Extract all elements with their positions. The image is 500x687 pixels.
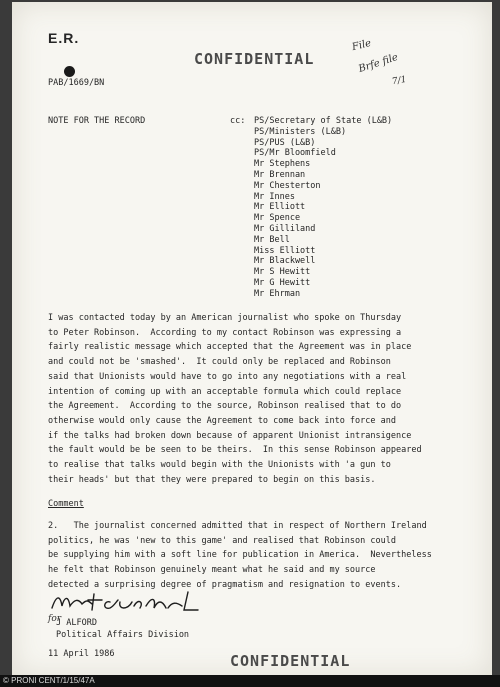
text-line: 2. The journalist concerned admitted that in respect of Northern Ireland — [48, 521, 427, 531]
cc-list — [254, 116, 392, 300]
text-line: if the talks had broken down because of apparent Unionist intransigence — [48, 430, 412, 441]
reference-number: PAB/1669/BN — [48, 78, 105, 88]
handwritten-note-3: 7/1 — [391, 74, 408, 88]
cc-item: Mr Ehrman — [254, 288, 301, 299]
text-line: intention of coming up with an acceptable formula which could replace — [48, 386, 402, 397]
cc-item: Mr Innes — [254, 191, 295, 202]
text-line: the fault would be be seen to be theirs. In this sense Robinson appeared — [48, 445, 422, 456]
text-line: said that Unionists would have to go into any negotiations with a real — [48, 371, 407, 382]
signature-for: for — [48, 614, 62, 624]
text-line: fairly realistic message which accepted that the Agreement was in place — [48, 342, 412, 353]
text-line: to Peter Robinson. According to my contact Robinson was expressing a — [48, 327, 402, 338]
text-line: otherwise would only cause the Agreement to come back into force and — [48, 415, 396, 426]
cc-item: PS/Secretary of State (L&B) — [254, 116, 393, 126]
confidential-stamp-top: CONFIDENTIAL — [194, 50, 315, 68]
er-mark: E.R. — [48, 30, 80, 46]
handwritten-signature — [48, 588, 218, 618]
text-line: he felt that Robinson genuinely meant what he said and my source — [48, 565, 376, 576]
cc-item: PS/Ministers (L&B) — [254, 126, 347, 137]
text-line: their heads' but that they were prepared to begin on this basis. — [48, 474, 376, 485]
cc-item: PS/PUS (L&B) — [254, 137, 316, 148]
cc-item: Mr Brennan — [254, 169, 306, 180]
paragraph-1 — [48, 311, 488, 487]
document-page — [12, 2, 492, 677]
handwritten-note-2: Brfe file — [357, 51, 400, 76]
note-for-record-label: NOTE FOR THE RECORD — [48, 116, 146, 126]
confidential-stamp-bottom: CONFIDENTIAL — [230, 652, 351, 670]
text-line: detected a surprising degree of pragmatism and resignation to events. — [48, 579, 402, 590]
cc-item: Mr Stephens — [254, 159, 311, 170]
text-line: the Agreement. According to the source, Robinson realised that to do — [48, 401, 402, 412]
archive-footer: © PRONI CENT/1/15/47A — [0, 675, 500, 687]
cc-item: PS/Mr Bloomfield — [254, 148, 336, 159]
text-line: to realise that talks would begin with the Unionists with 'a gun to — [48, 460, 391, 471]
comment-heading: Comment — [48, 499, 84, 509]
punch-hole — [64, 66, 75, 77]
text-line: politics, he was 'new to this game' and realised that Robinson could — [48, 535, 396, 546]
text-line: and could not be 'smashed'. It could only be replaced and Robinson — [48, 357, 391, 368]
cc-item: Mr G Hewitt — [254, 277, 311, 288]
cc-item: Miss Elliott — [254, 245, 316, 256]
text-line: I was contacted today by an American journalist who spoke on Thursday — [48, 313, 402, 323]
text-line: be supplying him with a soft line for publication in America. Nevertheless — [48, 550, 432, 561]
cc-item: Mr Gilliland — [254, 223, 316, 234]
signatory-division: Political Affairs Division — [56, 630, 190, 640]
signatory-name: J ALFORD — [56, 618, 97, 628]
cc-item: Mr Spence — [254, 213, 301, 224]
cc-item: Mr Chesterton — [254, 180, 321, 191]
cc-item: Mr Blackwell — [254, 256, 316, 267]
handwritten-note-1: File — [350, 37, 373, 54]
document-date: 11 April 1986 — [48, 649, 115, 659]
cc-item: Mr S Hewitt — [254, 267, 311, 278]
cc-label: cc: — [230, 116, 246, 126]
cc-item: Mr Bell — [254, 234, 290, 245]
paragraph-2 — [48, 519, 488, 593]
cc-item: Mr Elliott — [254, 202, 306, 213]
